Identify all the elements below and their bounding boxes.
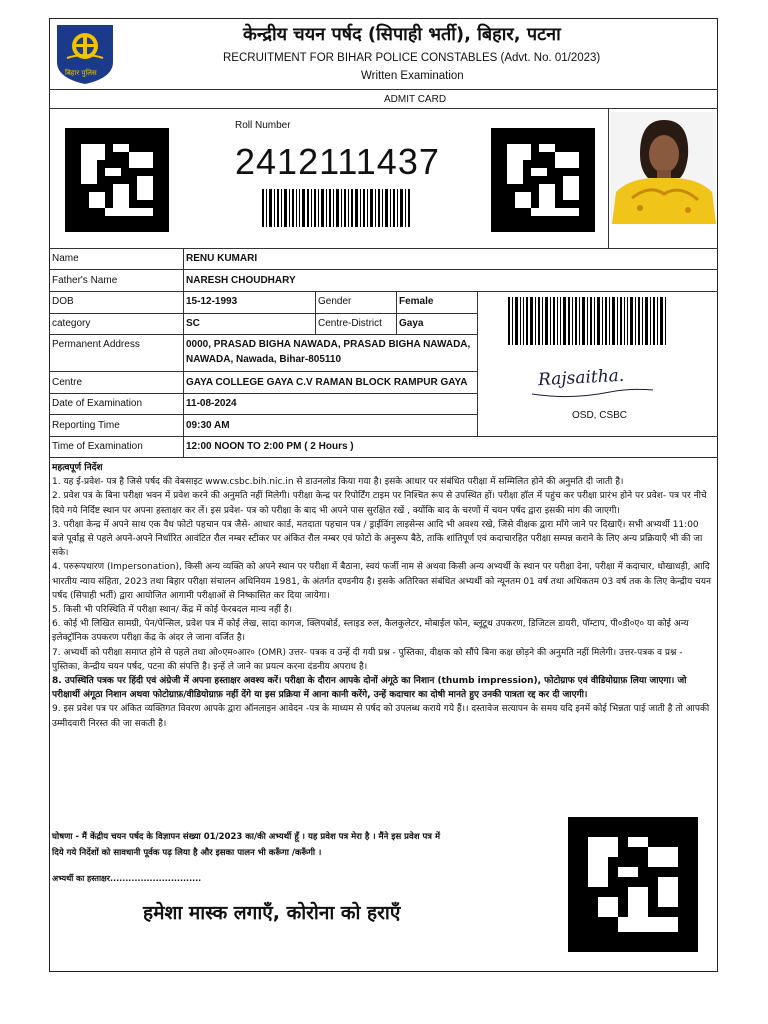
district-label: Centre-District [318, 318, 382, 329]
instruction-4: 4. परुरूपधारण (Impersonation), किसी अन्य व्यक्ति को अपने स्थान पर परीक्षा में बैठाना, स्वयं फर्जी नाम से अथवा किसी अन्य अभ्यर्थी के स्थान पर परीक्षा देना, परीक्षा में कदाचार, धोखाधड़ी, आदि भारतीय न्याय संहिता, 2023 तथा बिहार परीक्षा संचालन अधिनियम 1981, के अंतर्गत दण्डनीय है। इसके अतिरिक्त संबंधित अभ्यर्थी को न्यूनतम 01 वर्ष तथा अधिकतम 03 वर्ष तक के लिए केन्द्रीय चयन पर्षद (सिपाही भर्ती) द्वारा आयोजित आगामी परीक्षाओं से निष्कासित कर दिया जायेगा। [52, 562, 711, 601]
district-value: Gaya [399, 318, 424, 329]
address-label: Permanent Address [52, 339, 140, 350]
instruction-8: 8. उपस्थिति पत्रक पर हिंदी एवं अंग्रेजी में अपना हस्ताक्षर अवश्य करें। परीक्षा के दौरान आपके दोनों अंगूठे का निशान (thumb impression), फोटोग्राफ एवं वीडियोग्राफ़ लिया जाएगा। जो परीक्षार्थी अंगूठा निशान अथवा फोटोग्राफ़/वीडियोग्राफ़ नहीं देंगे या इस प्रक्रिया में आना कानी करेंगे, उन्हें कदाचार का दोषी मानते हुए उनकी पात्रता रद्द कर दी जाएगी। [52, 676, 687, 701]
qr-code-left [65, 128, 169, 232]
category-value: SC [186, 318, 200, 329]
admit-barcode [508, 297, 666, 345]
qr-code-bottom [568, 817, 698, 952]
address-line2: NAWADA, Nawada, Bihar-805110 [186, 354, 342, 365]
qr-code-right [491, 128, 595, 232]
instruction-7: 7. अभ्यर्थी को परीक्षा समाप्त होने से पहले तथा ओ०एम०आर० (OMR) उत्तर- पत्रक व उन्हें दी गयी प्रश्न - पुस्तिका, वीक्षक को सौंपे बिना कक्ष छोड़ने की अनुमति नहीं मिलेगी। उत्तर-पत्रक व प्रश्न - पुस्तिका, केन्द्रीय चयन पर्षद, पटना की संपत्ति है। इन्हें ले जाने का प्रयत्न करना दंडनीय अपराध है। [52, 647, 683, 672]
signature-underline [530, 384, 655, 400]
dob-value: 15-12-1993 [186, 296, 238, 307]
instruction-6: 6. कोई भी लिखित सामग्री, पेन/पेन्सिल, प्रवेश पत्र में कोई लेख, सादा कागज, क्लिपबोर्ड, स्लाइड रुल, कैलकुलेटर, मोबाईल फोन, ब्लूटूथ उपकरण, डिजिटल डायरी, पॉम्टाप, पी०डी०ए० या कोई अन्य इलेक्ट्रॉनिक उपकरण परीक्षा केंद्र के अंदर ले जाना वर्जित है। [52, 619, 689, 644]
gender-value: Female [399, 296, 434, 307]
instruction-3: 3. परीक्षा केन्द्र में अपने साथ एक वैध फोटो पहचान पत्र जैसे- आधार कार्ड, मतदाता पहचान पत्र / ड्राईविंग लाइसेन्स आदि भी अवश्य रखे, जिसे वीक्षक द्वारा माँगे जाने पर दिखाएँ। सभी अभ्यर्थी 11:00 बजे पूर्वाह्न से पहले अपने-अपने निर्धारित आवंटित रौल नम्बर स्टीकर पर अंकित रौल नम्बर एवं फोटो के अनुरूप बैठे, ताकि शांतिपूर्ण एवं कदाचारहित परीक्षा सम्पन्न कराने के लिए अन्य प्रक्रियाएँ भी की जा सके। [52, 519, 703, 559]
roll-barcode [262, 189, 410, 227]
centre-value: GAYA COLLEGE GAYA C.V RAMAN BLOCK RAMPUR GAYA [186, 377, 468, 388]
roll-number-label: Roll Number [235, 120, 291, 131]
title-english: RECRUITMENT FOR BIHAR POLICE CONSTABLES (Advt. No. 01/2023) [223, 52, 601, 64]
exam-date-value: 11-08-2024 [186, 398, 237, 409]
father-value: NARESH CHOUDHARY [186, 275, 296, 286]
exam-date-label: Date of Examination [52, 398, 143, 409]
subtitle: Written Examination [361, 70, 464, 82]
name-label: Name [52, 253, 79, 264]
admit-card-label: ADMIT CARD [384, 94, 447, 105]
candidate-photo [610, 112, 716, 224]
instruction-5: 5. किसी भी परिस्थिति में परीक्षा स्थान/ केंद्र में कोई फेरबदल मान्य नहीं है। [52, 605, 293, 616]
exam-time-value: 12:00 NOON TO 2:00 PM ( 2 Hours ) [186, 441, 354, 452]
reporting-value: 09:30 AM [186, 420, 230, 431]
father-label: Father's Name [52, 275, 118, 286]
mask-slogan: हमेशा मास्क लगाएँ, कोरोना को हराएँ [143, 902, 401, 924]
candidate-signature-label: अभ्यर्थी का हस्ताक्षर.............................. [52, 874, 202, 883]
declaration-line1: घोषणा - मैं केंद्रीय चयन पर्षद के विज्ञापन संख्या 01/2023 का/की अभ्यर्थी हूँ । यह प्रवेश पत्र मेरा है । मैंने इस प्रवेश पत्र में [52, 832, 441, 842]
centre-label: Centre [52, 377, 83, 388]
logo-caption: बिहार पुलिस [65, 69, 97, 77]
bihar-police-logo [53, 22, 117, 86]
osd-signature: Rajsaitha. [537, 365, 625, 391]
name-value: RENU KUMARI [186, 253, 258, 264]
exam-time-label: Time of Examination [52, 441, 143, 452]
reporting-label: Reporting Time [52, 420, 120, 431]
instructions-heading: महत्वपूर्ण निर्देश [52, 463, 103, 473]
address-line1: 0000, PRASAD BIGHA NAWADA, PRASAD BIGHA NAWADA, [186, 339, 471, 350]
title-hindi: केन्द्रीय चयन पर्षद (सिपाही भर्ती), बिहार, पटना [243, 24, 561, 45]
osd-title: OSD, CSBC [572, 410, 628, 421]
category-label: category [52, 318, 91, 329]
instruction-9: 9. इस प्रवेश पत्र पर अंकित व्यक्तिगत विवरण आपके द्वारा ऑनलाइन आवेदन -पत्र के माध्यम से पर्षद को उपलब्ध कराये गये हैं।। दस्तावेज सत्यापन के समय यदि इनमें कोई भिन्नता पाई जाती है तो आपकी उम्मीदवारी निरस्त की जा सकती है। [52, 704, 710, 729]
gender-label: Gender [318, 296, 352, 307]
instruction-1: 1. यह ई-प्रवेश- पत्र है जिसे पर्षद की वेबसाइट www.csbc.bih.nic.in से डाउनलोड किया गया है। इसके आधार पर संबंधित परीक्षा में सम्मिलित होने की अनुमति दी जाती है। [52, 477, 624, 488]
declaration-line2: दिये गये निर्देशों को सावधानी पूर्वक पढ़ लिया है और इसका पालन भी करूँगा /करूँगी । [52, 848, 322, 858]
roll-number: 2412111437 [235, 141, 440, 182]
dob-label: DOB [52, 296, 74, 307]
instruction-2: 2. प्रवेश पत्र के बिना परीक्षा भवन में प्रवेश करने की अनुमति नहीं मिलेगी। परीक्षा केन्द्र पर रिपोर्टिंग टाइम पर निश्चित रूप से उपस्थित हों। परीक्षा हॉल में पहुंच कर परीक्षा प्रारंभ होने पर प्रवेश- पत्र पर नीचे दिये गये निर्दिष्ट स्थान पर अपना हस्ताक्षर कर लें। इस प्रवेश- पत्र को परीक्षा के बाद भी अपने पास सुरक्षित रखें , क्योंकि बाद के चरणों में चयन पर्षद द्वारा इसकी मांग की जाएगी। [52, 491, 707, 516]
instructions [52, 461, 712, 731]
